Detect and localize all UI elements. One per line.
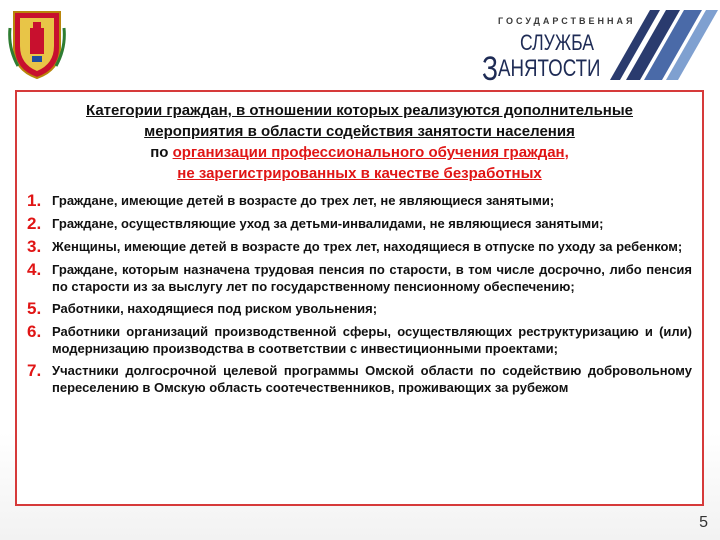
- title-line-2: мероприятия в области содействия занятости населения: [144, 123, 575, 140]
- list-item: [27, 261, 692, 295]
- item-number: 2.: [27, 214, 42, 233]
- item-text: Участники долгосрочной целевой программы Омской области по содействию добровольному переселению в Омскую область соотечественников, проживающих за рубежом: [52, 363, 692, 395]
- list-item: [27, 192, 692, 210]
- item-number: 5.: [27, 299, 42, 318]
- title-red-line-4: не зарегистрированных в качестве безработных: [177, 165, 542, 182]
- categories-list: [27, 192, 692, 396]
- brand-line-3: [482, 50, 600, 89]
- item-number: 7.: [27, 361, 42, 380]
- item-number: 3.: [27, 237, 42, 256]
- list-item: [27, 215, 692, 233]
- title-line-3: [33, 142, 686, 163]
- item-text: Граждане, осуществляющие уход за детьми-инвалидами, не являющиеся занятыми;: [52, 216, 604, 231]
- list-item: [27, 238, 692, 256]
- brand-line-2: СЛУЖБА: [520, 30, 595, 55]
- item-number: 6.: [27, 322, 42, 341]
- list-item: [27, 323, 692, 357]
- item-text: Граждане, которым назначена трудовая пенсия по старости, в том числе досрочно, либо пенсия по старости из за выслугу лет по государственному пенсионному обеспечению;: [52, 262, 692, 294]
- brand-initial: З: [482, 50, 499, 88]
- brand-rest: АНЯТОСТИ: [498, 55, 601, 82]
- item-number: 4.: [27, 260, 42, 279]
- title-prefix: по: [150, 144, 173, 161]
- page-number: 5: [699, 514, 708, 531]
- list-item: [27, 362, 692, 396]
- list-item: [27, 300, 692, 318]
- item-text: Женщины, имеющие детей в возрасте до трех лет, находящиеся в отпуске по уходу за ребенком;: [52, 239, 683, 254]
- item-number: 1.: [27, 191, 42, 210]
- coat-of-arms-emblem: [8, 8, 66, 80]
- brand-line-1: ГОСУДАРСТВЕННАЯ: [498, 16, 636, 26]
- title-red-line-3: организации профессионального обучения граждан,: [172, 144, 569, 161]
- content-frame: [15, 90, 704, 506]
- title-line-1: Категории граждан, в отношении которых реализуются дополнительные: [85, 102, 634, 119]
- employment-service-logo: [468, 10, 718, 90]
- brand-stripes-icon: [610, 10, 718, 80]
- item-text: Граждане, имеющие детей в возрасте до трех лет, не являющиеся занятыми;: [52, 193, 555, 208]
- item-text: Работники, находящиеся под риском увольнения;: [52, 301, 378, 316]
- page-title: [33, 100, 686, 184]
- item-text: Работники организаций производственной сферы, осуществляющих реструктуризацию и (или) модернизацию производства в соответствии с инвестиционными проектами;: [52, 324, 692, 356]
